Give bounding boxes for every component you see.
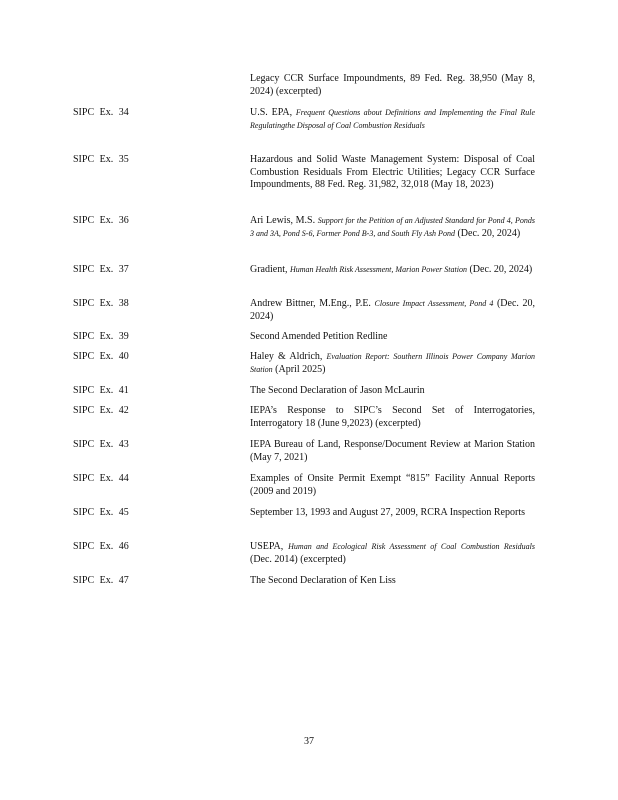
- exhibit-label: SIPC Ex. 36: [73, 215, 129, 226]
- exhibit-label: SIPC Ex. 42: [73, 405, 129, 416]
- exhibit-label: SIPC Ex. 34: [73, 107, 129, 118]
- description-text: (Dec. 20, 2024): [454, 227, 521, 239]
- page-number: 37: [304, 736, 314, 747]
- exhibit-label: SIPC Ex. 35: [73, 154, 129, 165]
- description-italic-text: Support for the Petition of an Adjusted Standard for Pond 4, Ponds 3 and 3A, Pond S-6, Former Pond B-3, and South Fly Ash Pond: [250, 216, 535, 238]
- description-text: (April 2025): [272, 363, 326, 375]
- description-italic-text: Human Health Risk Assessment, Marion Power Station: [290, 265, 467, 274]
- description-italic-text: Frequent Questions about Definitions and Implementing the Final Rule Regulatingthe Disposal of Coal Combustion Residuals: [250, 108, 536, 130]
- exhibit-label: SIPC Ex. 43: [73, 439, 129, 450]
- exhibit-label: SIPC Ex. 40: [73, 351, 129, 362]
- exhibit-description: [250, 107, 535, 132]
- description-text: (Dec. 20, 2024): [250, 298, 535, 322]
- exhibit-description: [250, 351, 535, 376]
- exhibit-description: [250, 405, 535, 430]
- description-text: Examples of Onsite Permit Exempt “815” Facility Annual Reports (2009 and 2019): [250, 473, 535, 497]
- exhibit-description: [250, 154, 535, 192]
- exhibit-label: SIPC Ex. 41: [73, 385, 129, 396]
- exhibit-label: SIPC Ex. 37: [73, 264, 129, 275]
- exhibit-description: [250, 264, 535, 277]
- exhibit-label: SIPC Ex. 38: [73, 298, 129, 309]
- description-text: Hazardous and Solid Waste Management System: Disposal of Coal Combustion Residuals From Electric Utilities; Legacy CCR Surface Impoundments, 88 Fed. Reg. 31,982, 32,018 (May 18, 2023): [250, 154, 535, 190]
- description-text: Second Amended Petition Redline: [250, 331, 388, 342]
- description-text: (Dec. 20, 2024): [466, 264, 533, 275]
- exhibit-description: [250, 541, 535, 566]
- exhibit-description: [250, 73, 535, 98]
- description-text: IEPA’s Response to SIPC’s Second Set of Interrogatories, Interrogatory 18 (June 9,2023) (excerpted): [250, 405, 535, 429]
- description-text: IEPA Bureau of Land, Response/Document Review at Marion Station (May 7, 2021): [250, 439, 535, 463]
- exhibit-label: SIPC Ex. 39: [73, 331, 129, 342]
- description-italic-text: Closure Impact Assessment, Pond 4: [374, 299, 494, 308]
- exhibit-description: [250, 331, 535, 344]
- description-text: Gradient,: [250, 264, 290, 275]
- description-text: U.S. EPA,: [250, 107, 296, 118]
- description-text: September 13, 1993 and August 27, 2009, RCRA Inspection Reports: [250, 507, 525, 518]
- exhibit-label: SIPC Ex. 45: [73, 507, 129, 518]
- description-text: Andrew Bittner, M.Eng., P.E.: [250, 298, 375, 309]
- exhibit-description: [250, 385, 535, 398]
- exhibit-description: [250, 298, 535, 323]
- description-text: The Second Declaration of Ken Liss: [250, 575, 396, 586]
- exhibit-label: SIPC Ex. 47: [73, 575, 129, 586]
- description-text: Ari Lewis, M.S.: [250, 215, 318, 226]
- description-italic-text: Evaluation Report: Southern Illinois Power Company Marion Station: [250, 352, 535, 374]
- description-text: Haley & Aldrich,: [250, 351, 327, 362]
- exhibit-label: SIPC Ex. 46: [73, 541, 129, 552]
- exhibit-description: [250, 507, 535, 520]
- description-italic-text: Human and Ecological Risk Assessment of Coal Combustion Residuals: [288, 542, 535, 551]
- description-text: (Dec. 2014) (excerpted): [250, 553, 346, 565]
- description-text: The Second Declaration of Jason McLaurin: [250, 385, 425, 396]
- exhibit-description: [250, 473, 535, 498]
- exhibit-label: SIPC Ex. 44: [73, 473, 129, 484]
- exhibit-description: [250, 215, 535, 240]
- exhibit-description: [250, 575, 535, 588]
- description-text: USEPA,: [250, 541, 289, 552]
- exhibit-description: [250, 439, 535, 464]
- description-text: Legacy CCR Surface Impoundments, 89 Fed. Reg. 38,950 (May 8, 2024) (excerpted): [250, 73, 535, 97]
